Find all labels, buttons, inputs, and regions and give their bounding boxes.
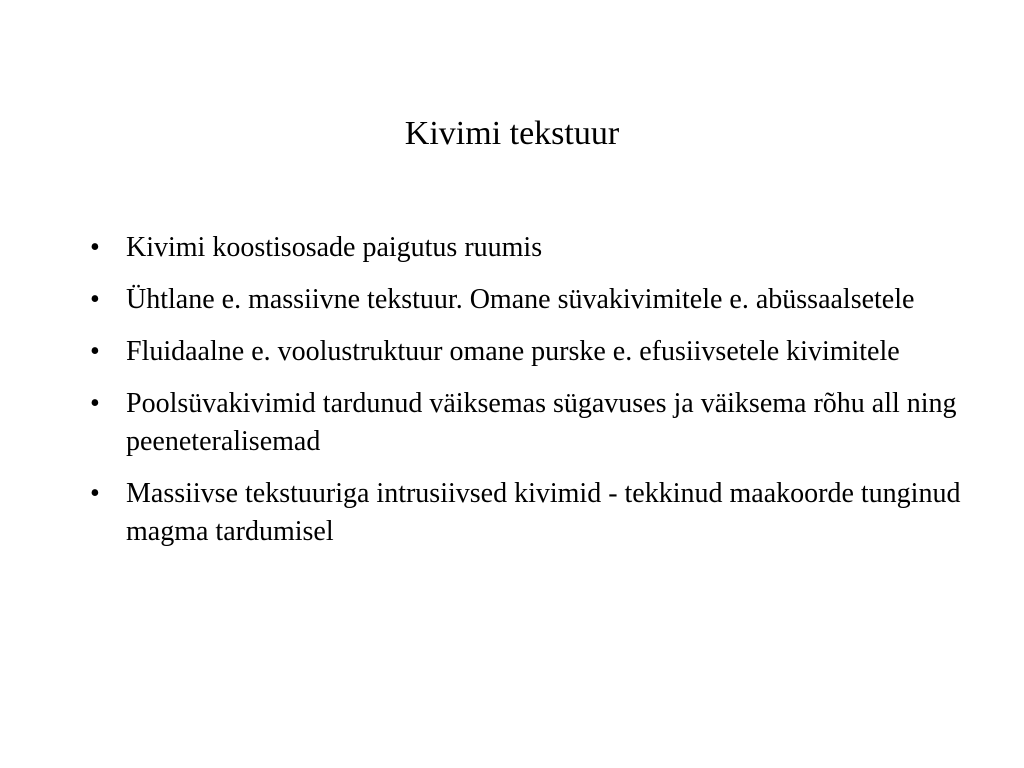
list-item-text: Kivimi koostisosade paigutus ruumis xyxy=(126,232,543,263)
list-item-text: Massiivse tekstuuriga intrusiivsed kivimid - tekkinud maakoorde tunginud magma tardumisel xyxy=(126,478,961,547)
list-item-text: Fluidaalne e. voolustruktuur omane purske e. efusiivsetele kivimitele xyxy=(126,336,900,367)
bullet-marker: • xyxy=(90,388,100,419)
bullet-marker: • xyxy=(90,284,100,315)
list-item-text: Ühtlane e. massiivne tekstuur. Omane süvakivimitele e. abüssaalsetele xyxy=(126,284,915,315)
slide-title: Kivimi tekstuur xyxy=(404,115,620,152)
bullet-marker: • xyxy=(90,232,100,263)
list-item xyxy=(84,333,964,371)
list-item xyxy=(84,281,964,319)
bullet-marker: • xyxy=(90,478,100,509)
list-item-text: Poolsüvakivimid tardunud väiksemas sügavuses ja väiksema rõhu all ning peeneteralisemad xyxy=(126,388,957,457)
list-item xyxy=(84,475,964,551)
list-item xyxy=(84,385,964,461)
bullet-marker: • xyxy=(90,336,100,367)
bullet-list xyxy=(84,229,964,565)
list-item xyxy=(84,229,964,267)
